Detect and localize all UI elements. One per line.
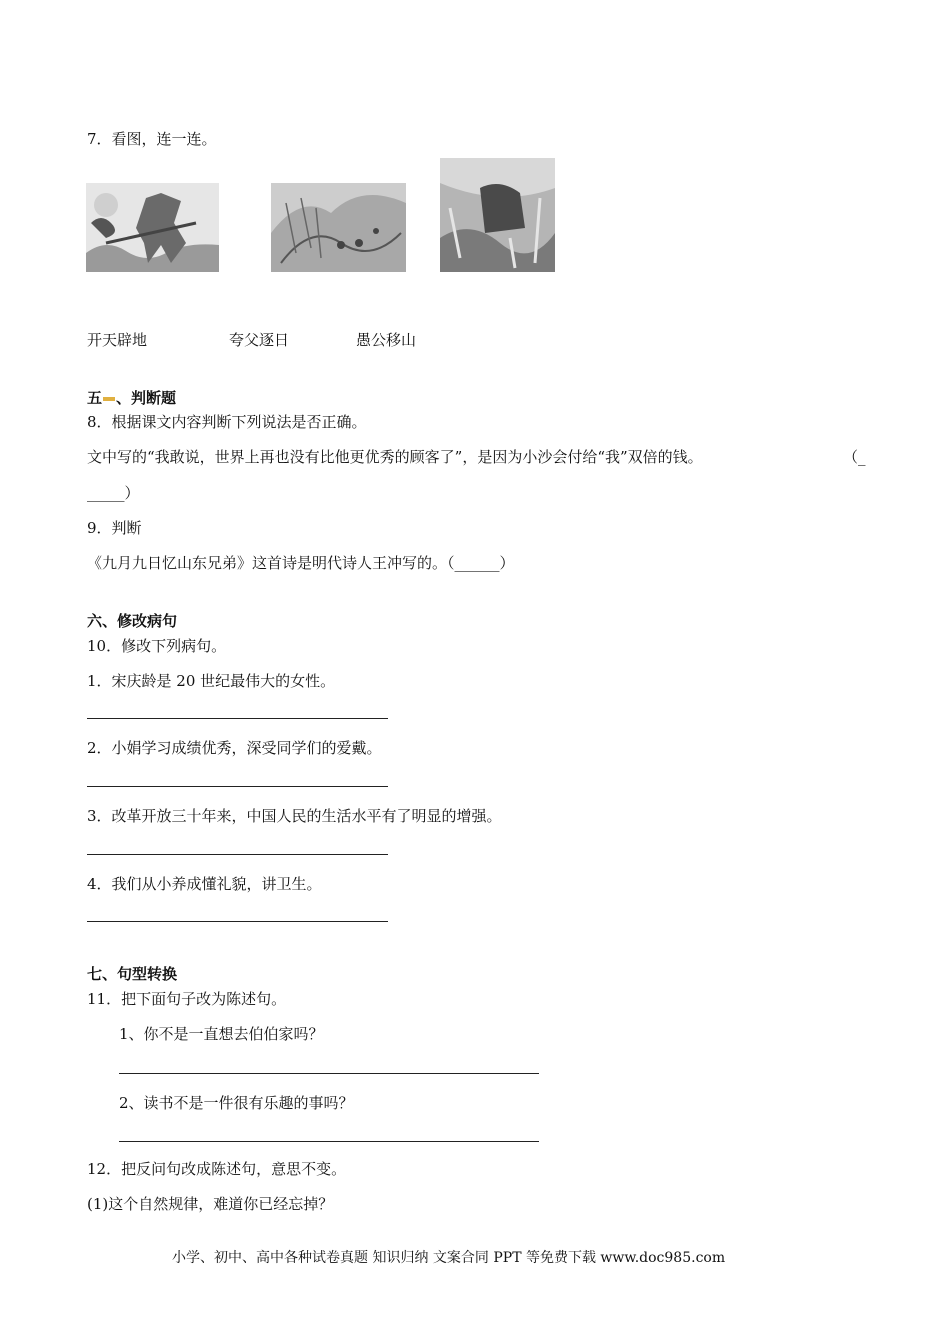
label-kaitian: 开天辟地 — [87, 331, 148, 349]
highlight-mark — [103, 397, 115, 401]
label-kuafu: 夸父逐日 — [229, 331, 290, 349]
section5-title: 五 、判断题 — [87, 389, 177, 407]
yugong-picture — [440, 158, 555, 272]
q7-prompt: 7．看图，连一连。 — [87, 130, 217, 148]
q10-item-2: 2．小娟学习成绩优秀，深受同学们的爱戴。 — [87, 739, 382, 757]
q11-item-2: 2、读书不是一件很有乐趣的事吗？ — [119, 1094, 354, 1112]
q8-blank-open: （_ — [843, 448, 866, 466]
q8-blank-close: _____） — [87, 484, 140, 502]
q11-prompt: 11．把下面句子改为陈述句。 — [87, 990, 287, 1008]
label-yugong: 愚公移山 — [356, 331, 417, 349]
kuafu-picture — [271, 183, 406, 272]
footer-text: 小学、初中、高中各种试卷真题 知识归纳 文案合同 PPT 等免费下载 www.doc985.com — [172, 1250, 726, 1266]
q11-item-1: 1、你不是一直想去伯伯家吗？ — [119, 1025, 324, 1043]
q10-prompt: 10．修改下列病句。 — [87, 637, 227, 655]
answer-line[interactable] — [87, 786, 388, 787]
answer-line[interactable] — [87, 718, 388, 719]
q9-statement: 《九月九日忆山东兄弟》这首诗是明代诗人王冲写的。（______） — [87, 554, 515, 572]
q12-item-1: (1)这个自然规律，难道你已经忘掉？ — [87, 1195, 334, 1213]
q10-item-3: 3．改革开放三十年来，中国人民的生活水平有了明显的增强。 — [87, 807, 502, 825]
q9-prompt: 9．判断 — [87, 519, 142, 537]
q12-prompt: 12．把反问句改成陈述句，意思不变。 — [87, 1160, 347, 1178]
answer-line[interactable] — [87, 854, 388, 855]
pangu-picture — [86, 183, 219, 272]
q8-statement: 文中写的“我敢说，世界上再也没有比他更优秀的顾客了”，是因为小沙会付给“我”双倍的钱。 — [87, 448, 703, 466]
answer-line[interactable] — [87, 921, 388, 922]
section7-title: 七、句型转换 — [87, 965, 178, 983]
q10-item-1: 1．宋庆龄是 20 世纪最伟大的女性。 — [87, 672, 336, 690]
section6-title: 六、修改病句 — [87, 612, 178, 630]
q10-item-4: 4．我们从小养成懂礼貌，讲卫生。 — [87, 875, 322, 893]
q8-prompt: 8．根据课文内容判断下列说法是否正确。 — [87, 413, 367, 431]
answer-line[interactable] — [119, 1073, 539, 1074]
answer-line[interactable] — [119, 1141, 539, 1142]
